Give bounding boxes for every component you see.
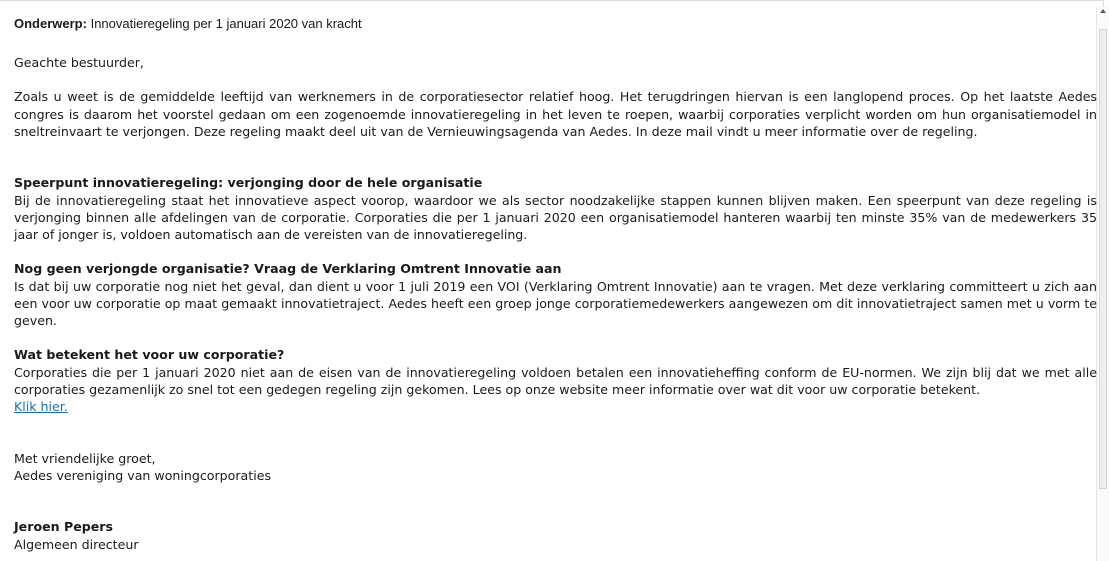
intro-paragraph: Zoals u weet is de gemiddelde leeftijd van werknemers in de corporatiesector relatief hoog. Het terugdringen hiervan is een langlopend proces. Op het laatste Aedes congres is daarom het voorstel gedaan om een zogenoemde innovatieregeling in het leven te roepen, waarbij corporaties verplicht worden om hun organisatiemodel in sneltreinvaart te verjongen. Deze regeling maakt deel uit van de Vernieuwingsagenda van Aedes. In deze mail vindt u meer informatie over de regeling. (14, 89, 1097, 139)
section-heading: Nog geen verjongde organisatie? Vraag de Verklaring Omtrent Innovatie aan (14, 261, 562, 277)
section-paragraph: Corporaties die per 1 januari 2020 niet aan de eisen van de innovatieregeling voldoen betalen een innovatieheffing conform de EU-normen. We zijn blij dat we met alle corporaties gezamenlijk zo snel tot een gedegen regeling zijn gekomen. Lees op onze website meer informatie over wat dit voor uw corporatie betekent. (14, 364, 1097, 397)
closing: Met vriendelijke groet, (14, 450, 156, 466)
scroll-thumb[interactable] (1099, 29, 1107, 489)
section-paragraph: Is dat bij uw corporatie nog niet het geval, dan dient u voor 1 juli 2019 een VOI (Verklaring Omtrent Innovatie) aan te vragen. Met deze verklaring committeert u zich aan een voor uw corporatie op maat gemaakt innovatietraject. Aedes heeft een groep jonge corporatiemedewerkers aangewezen om dit innovatietraject samen met u vorm te geven. (14, 278, 1097, 328)
subject-line (14, 16, 362, 32)
organization-name: Aedes vereniging van woningcorporaties (14, 467, 272, 483)
section-heading: Speerpunt innovatieregeling: verjonging door de hele organisatie (14, 175, 483, 191)
greeting: Geachte bestuurder, (14, 55, 144, 70)
signer-title: Algemeen directeur (14, 536, 139, 552)
subject-label: Onderwerp: (14, 16, 87, 31)
message-body (14, 54, 1097, 553)
more-info-link[interactable]: Klik hier. (14, 398, 68, 414)
vertical-scrollbar[interactable] (1096, 7, 1109, 561)
section-paragraph: Bij de innovatieregeling staat het innovatieve aspect voorop, waardoor we als sector noodzakelijke stappen kunnen blijven maken. Een speerpunt van deze regeling is verjonging binnen alle afdelingen van de corporatie. Corporaties die per 1 januari 2020 een organisatiemodel hanteren waarbij ten minste 35% van de medewerkers 35 jaar of jonger is, voldoen automatisch aan de vereisten van de innovatieregeling. (14, 192, 1097, 242)
subject-text: Innovatieregeling per 1 januari 2020 van kracht (90, 16, 362, 31)
scroll-up-arrow-icon[interactable] (1100, 9, 1106, 13)
signer-name: Jeroen Pepers (14, 519, 114, 535)
section-heading: Wat betekent het voor uw corporatie? (14, 347, 285, 363)
